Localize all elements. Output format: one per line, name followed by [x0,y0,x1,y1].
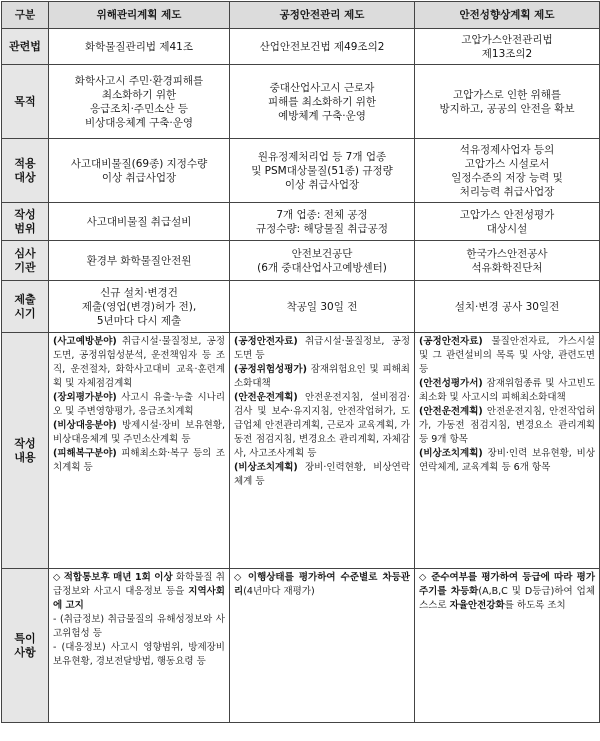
content-item: (비상조치계획) 장비·인력 보유현황, 비상연락체계, 교육계획 등 6개 항목 [419,448,595,473]
row-label-submit: 제출 시기 [2,281,49,333]
cell-special-1 [49,569,230,723]
cell-review-2: 안전보건공단 (6개 중대산업사고예방센터) [230,241,415,281]
content-item: (피해복구분야) 피해최소화·복구 등의 조치계획 등 [53,448,225,473]
cell-target-3: 석유정제사업자 등의 고압가스 시설로서 일정수준의 저장 능력 및 처리능력 취급사업장 [415,139,600,203]
header-category: 구분 [2,2,49,29]
cell-submit-2: 착공일 30일 전 [230,281,415,333]
cell-purpose-3: 고압가스로 인한 위해를 방지하고, 공공의 안전을 확보 [415,65,600,139]
content-item: (안전성평가서) 잠재위험종류 및 사고빈도최소화 및 사고시의 피해최소화대책 [419,378,595,403]
content-item: (비상조치계획) 장비·인력현황, 비상연락체계 등 [234,462,410,487]
content-item: (비상대응분야) 방제시설·장비 보유현황, 비상대응체계 및 주민소산계획 등 [53,420,225,445]
special-sub: - (대응정보) 사고시 영향범위, 방제장비보유현황, 경보전달방법, 행동요령 등 [53,642,225,667]
content-item: (공정안전자료) 물질안전자료, 가스시설 및 그 관련설비의 목록 및 사양, 관련도면 등 [419,336,595,375]
cell-special-2: ◇ 이행상태를 평가하여 수준별로 차등관리(4년마다 재평가) [230,569,415,723]
cell-scope-2: 7개 업종: 전체 공정 규정수량: 해당물질 취급공정 [230,203,415,241]
special-main: ◇ 적합통보후 매년 1회 이상 화학물질 취급정보와 사고시 대응정보 등을 지역사회에 고지 [53,572,225,611]
cell-content-2 [230,333,415,569]
row-scope [2,203,600,241]
content-item: (사고예방분야) 취급시설·물질정보, 공정도면, 공정위험성분석, 운전책임자 등 조직, 운전절차, 화학사고대비 교육·훈련계획 및 자체점검계획 [53,336,225,389]
header-risk-management: 위해관리계획 제도 [49,2,230,29]
cell-target-2: 원유정제처리업 등 7개 업종 및 PSM대상물질(51종) 규정량 이상 취급사업장 [230,139,415,203]
cell-scope-3: 고압가스 안전성평가 대상시설 [415,203,600,241]
comparison-table [1,1,600,723]
row-label-law: 관련법 [2,29,49,65]
cell-review-3: 한국가스안전공사 석유화학진단처 [415,241,600,281]
cell-law-3: 고압가스안전관리법 제13조의2 [415,29,600,65]
cell-purpose-1: 화학사고시 주민·환경피해를 최소화하기 위한 응급조치·주민소산 등 비상대응체계 구축·운영 [49,65,230,139]
row-law [2,29,600,65]
cell-law-2: 산업안전보건법 제49조의2 [230,29,415,65]
cell-submit-3: 설치·변경 공사 30일전 [415,281,600,333]
content-item: (장외평가분야) 사고시 유출·누출 시나리오 및 주변영향평가, 응급조치계획 [53,392,225,417]
cell-target-1: 사고대비물질(69종) 지정수량 이상 취급사업장 [49,139,230,203]
content-item: (안전운전계획) 안전운전지침, 안전작업허가, 가동전 점검지침, 변경요소 관리계획 등 9개 항목 [419,406,595,445]
cell-submit-1: 신규 설치·변경건 제출(영업(변경)허가 전), 5년마다 다시 제출 [49,281,230,333]
header-row [2,2,600,29]
header-safety-improvement: 안전성향상계획 제도 [415,2,600,29]
cell-scope-1: 사고대비물질 취급설비 [49,203,230,241]
row-label-content: 작성 내용 [2,333,49,569]
row-purpose [2,65,600,139]
special-sub: - (취급정보) 취급물질의 유해성정보와 사고위험성 등 [53,614,225,639]
cell-content-1 [49,333,230,569]
row-label-special: 특이 사항 [2,569,49,723]
cell-special-3: ◇ 준수여부를 평가하여 등급에 따라 평가주기를 차등화(A,B,C 및 D등급)하여 업체 스스로 자율안전강화를 하도록 조치 [415,569,600,723]
row-review [2,241,600,281]
row-label-target: 적용 대상 [2,139,49,203]
header-process-safety: 공정안전관리 제도 [230,2,415,29]
row-label-review: 심사 기관 [2,241,49,281]
cell-purpose-2: 중대산업사고시 근로자 피해를 최소화하기 위한 예방체계 구축·운영 [230,65,415,139]
row-content [2,333,600,569]
cell-review-1: 환경부 화학물질안전원 [49,241,230,281]
row-target [2,139,600,203]
row-submit [2,281,600,333]
row-special [2,569,600,723]
content-item: (공정위험성평가) 잠재위험요인 및 피해최소화대책 [234,364,410,389]
cell-content-3 [415,333,600,569]
row-label-scope: 작성 범위 [2,203,49,241]
content-item: (공정안전자료) 취급시설·물질정보, 공정도면 등 [234,336,410,361]
row-label-purpose: 목적 [2,65,49,139]
cell-law-1: 화학물질관리법 제41조 [49,29,230,65]
content-item: (안전운전계획) 안전운전지침, 설비점검·검사 및 보수·유지지침, 안전작업허가, 도급업체 안전관리계획, 근로자 교육계획, 가동전 점검지침, 변경요소 관리계획, 자체감사, 사고조사계획 등 [234,392,410,459]
